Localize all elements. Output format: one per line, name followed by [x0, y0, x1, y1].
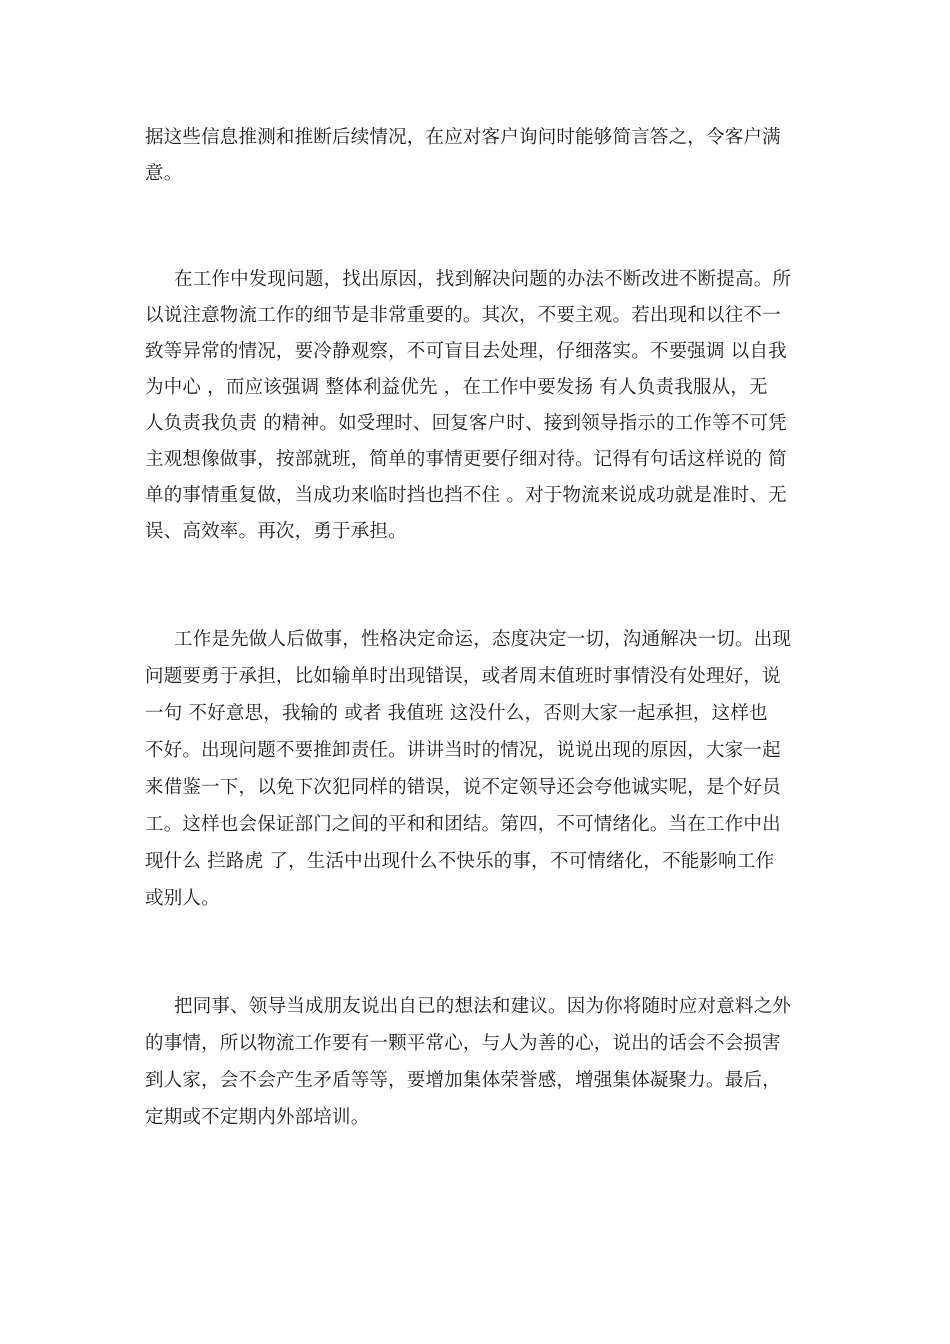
paragraph-line: 为中心 ，而应该强调 整体利益优先 ，在工作中要发扬 有人负责我服从，无 — [145, 377, 768, 398]
paragraph-line: 到人家，会不会产生矛盾等等，要增加集体荣誉感，增强集体凝聚力。最后， — [145, 1070, 781, 1091]
paragraph-line: 现什么 拦路虎 了，生活中出现什么不快乐的事，不可情绪化，不能影响工作 — [145, 851, 775, 872]
paragraph-line: 据这些信息推测和推断后续情况，在应对客户询问时能够简言答之，令客户满 — [145, 127, 781, 148]
paragraph-line: 致等异常的情况，要冷静观察，不可盲目去处理，仔细落实。不要强调 以自我 — [145, 341, 787, 362]
paragraph-line: 不好。出现问题不要推卸责任。讲讲当时的情况，说说出现的原因，大家一起 — [145, 740, 781, 761]
paragraph-line: 来借鉴一下，以免下次犯同样的错误，说不定领导还会夸他诚实呢，是个好员 — [145, 777, 781, 798]
paragraph-line: 单的事情重复做，当成功来临时挡也挡不住 。对于物流来说成功就是准时、无 — [145, 485, 787, 506]
paragraph-line: 工作是先做人后做事，性格决定命运，态度决定一切，沟通解决一切。出现 — [174, 629, 792, 650]
paragraph-line: 人负责我负责 的精神。如受理时、回复客户时、接到领导指示的工作等不可凭 — [145, 413, 787, 434]
paragraph-line: 或别人。 — [145, 888, 220, 909]
paragraph-line: 意。 — [145, 163, 183, 184]
paragraph-line: 的事情，所以物流工作要有一颗平常心，与人为善的心，说出的话会不会损害 — [145, 1033, 781, 1054]
paragraph-line: 定期或不定期内外部培训。 — [145, 1107, 370, 1128]
paragraph-line: 误、高效率。再次，勇于承担。 — [145, 521, 407, 542]
paragraph-line: 在工作中发现问题，找出原因，找到解决问题的办法不断改进不断提高。所 — [174, 269, 792, 290]
paragraph-line: 问题要勇于承担，比如输单时出现错误，或者周末值班时事情没有处理好，说 — [145, 666, 781, 687]
paragraph-line: 以说注意物流工作的细节是非常重要的。其次，不要主观。若出现和以往不一 — [145, 305, 781, 326]
paragraph-line: 一句 不好意思，我输的 或者 我值班 这没什么，否则大家一起承担，这样也 — [145, 703, 768, 724]
paragraph-line: 工。这样也会保证部门之间的平和和团结。第四，不可情绪化。当在工作中出 — [145, 814, 781, 835]
paragraph-line: 主观想像做事，按部就班，简单的事情更要仔细对待。记得有句话这样说的 简 — [145, 449, 787, 470]
paragraph-line: 把同事、领导当成朋友说出自已的想法和建议。因为你将随时应对意料之外 — [174, 996, 792, 1017]
